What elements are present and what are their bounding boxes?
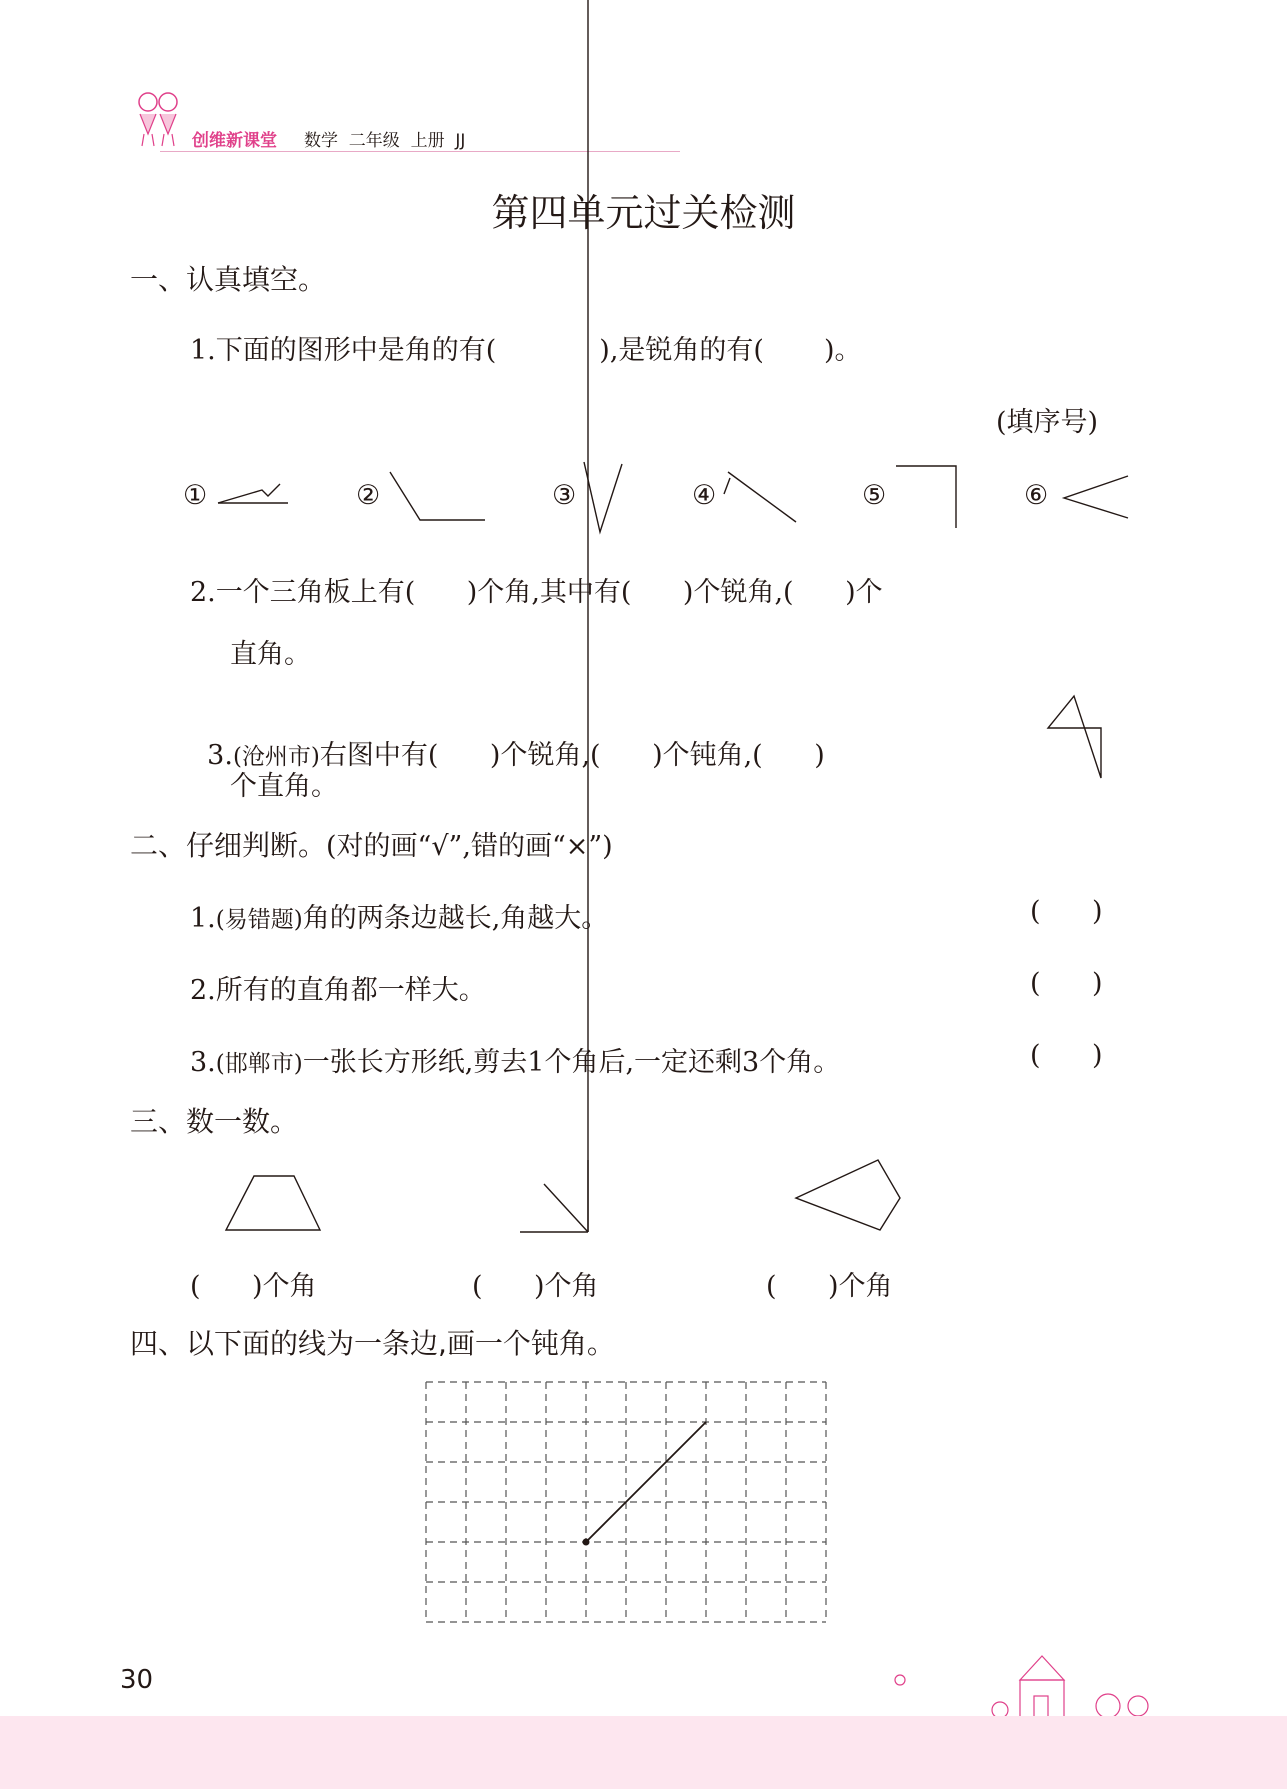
given-ray (586, 1422, 706, 1542)
section2-heading: 二、仔细判断。 (130, 829, 327, 862)
s1-q3-line2: 个直角。 (230, 771, 338, 802)
figure-4-line-a (728, 472, 796, 522)
figure-6-shape (1064, 476, 1128, 518)
vertex-point (583, 1539, 590, 1546)
page-title: 第四单元过关检测 (491, 191, 796, 235)
figure-label-2: ② (356, 480, 381, 511)
s1-q3-rest: 右图中有( )个锐角,( )个钝角,( ) (319, 740, 825, 771)
figure-label-5: ⑤ (862, 480, 887, 511)
footer-band (0, 1716, 1287, 1789)
s1-q2-line2: 直角。 (230, 639, 311, 670)
figure-label-4: ④ (692, 480, 717, 511)
s3-answer-1: ( )个角 (190, 1271, 317, 1302)
house-figure (1048, 696, 1101, 778)
s1-q1-note: (填序号) (996, 407, 1099, 438)
s2-item-1-tag: (易错题) (215, 907, 303, 933)
figure-label-6: ⑥ (1024, 480, 1049, 511)
s2-item-3-tag: (邯郸市) (215, 1051, 303, 1077)
section1-heading: 一、认真填空。 (130, 263, 327, 296)
section2-note: (对的画“√”,错的画“×”) (326, 831, 613, 862)
s1-q1-text: 1.下面的图形中是角的有( ),是锐角的有( )。 (190, 335, 862, 366)
figure-2-shape (390, 472, 485, 520)
s1-q2-line1: 2.一个三角板上有( )个角,其中有( )个锐角,( )个 (190, 577, 883, 608)
s3-answer-3: ( )个角 (766, 1271, 893, 1302)
s2-item-1-blank: ( ) (1030, 896, 1103, 927)
header-brand: 创维新课堂 (192, 131, 277, 151)
figure-3-shape (584, 462, 622, 532)
s2-item-2-text: 所有的直角都一样大。 (215, 975, 486, 1006)
s3-answer-2: ( )个角 (472, 1271, 599, 1302)
s2-item-1-prefix: 1. (190, 903, 216, 934)
page-number: 30 (120, 1665, 154, 1695)
s2-item-3-blank: ( ) (1030, 1040, 1103, 1071)
figure-4-line-b (724, 478, 730, 494)
s1-q3-tag: (沧州市) (232, 744, 320, 770)
s1-q3-prefix: 3. (207, 740, 233, 771)
s2-item-1-text: 角的两条边越长,角越大。 (302, 903, 609, 934)
figure-label-3: ③ (552, 480, 577, 511)
footer-decoration (895, 1656, 1150, 1720)
s2-item-2-blank: ( ) (1030, 968, 1103, 999)
fan-figure-line-3 (544, 1184, 588, 1232)
header-subject: 数学 二年级 上册 JJ (304, 131, 466, 151)
pentagon-figure (796, 1160, 900, 1230)
section4-heading: 四、以下面的线为一条边,画一个钝角。 (130, 1327, 615, 1360)
figure-1-shape (218, 484, 280, 503)
s2-item-3-prefix: 3. (190, 1047, 216, 1078)
s2-item-3-text: 一张长方形纸,剪去1个角后,一定还剩3个角。 (302, 1047, 841, 1078)
figure-5-shape (896, 466, 956, 528)
s2-item-2-prefix: 2. (190, 975, 216, 1006)
section3-heading: 三、数一数。 (130, 1105, 299, 1138)
figure-label-1: ① (183, 480, 208, 511)
trapezoid-figure (226, 1176, 320, 1230)
